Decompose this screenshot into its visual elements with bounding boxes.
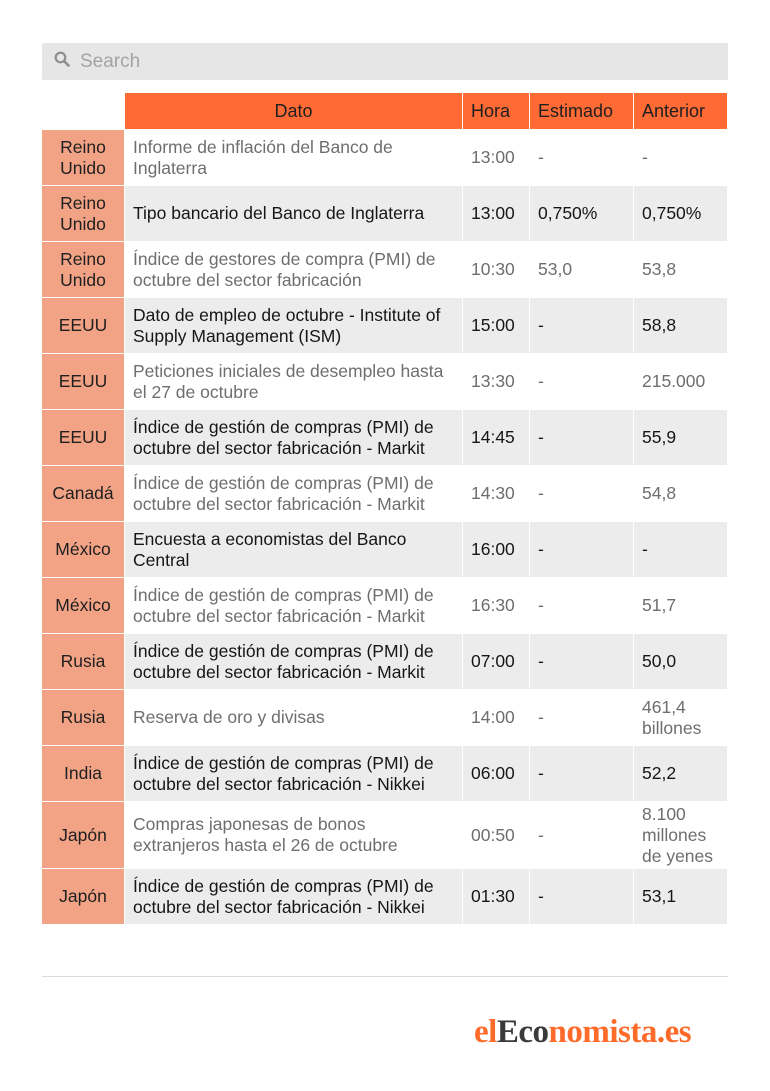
table-row bbox=[42, 633, 727, 689]
dato-cell: Encuesta a economistas del Banco Central bbox=[124, 521, 462, 577]
anterior-cell: 52,2 bbox=[633, 745, 727, 801]
dato-cell: Índice de gestión de compras (PMI) de octubre del sector fabricación - Markit bbox=[124, 633, 462, 689]
dato-cell: Tipo bancario del Banco de Inglaterra bbox=[124, 185, 462, 241]
estimado-cell: - bbox=[529, 521, 633, 577]
hora-cell: 14:45 bbox=[462, 409, 529, 465]
table-row bbox=[42, 745, 727, 801]
anterior-cell: - bbox=[633, 521, 727, 577]
search-input[interactable] bbox=[80, 51, 680, 73]
anterior-cell: 55,9 bbox=[633, 409, 727, 465]
estimado-cell: - bbox=[529, 465, 633, 521]
country-cell: Reino Unido bbox=[42, 129, 124, 185]
header-estimado: Estimado bbox=[529, 93, 633, 129]
table-row bbox=[42, 801, 727, 868]
country-cell: Japón bbox=[42, 801, 124, 868]
anterior-cell: 461,4 billones bbox=[633, 689, 727, 745]
country-cell: EEUU bbox=[42, 353, 124, 409]
country-cell: Rusia bbox=[42, 689, 124, 745]
search-icon bbox=[54, 51, 70, 72]
anterior-cell: 58,8 bbox=[633, 297, 727, 353]
country-cell: Reino Unido bbox=[42, 241, 124, 297]
anterior-cell: 54,8 bbox=[633, 465, 727, 521]
header-anterior: Anterior bbox=[633, 93, 727, 129]
country-cell: Canadá bbox=[42, 465, 124, 521]
table-row bbox=[42, 241, 727, 297]
hora-cell: 06:00 bbox=[462, 745, 529, 801]
anterior-cell: 215.000 bbox=[633, 353, 727, 409]
hora-cell: 00:50 bbox=[462, 801, 529, 868]
table-row bbox=[42, 409, 727, 465]
hora-cell: 10:30 bbox=[462, 241, 529, 297]
dato-cell: Índice de gestión de compras (PMI) de octubre del sector fabricación - Nikkei bbox=[124, 745, 462, 801]
table-row bbox=[42, 689, 727, 745]
country-cell: Rusia bbox=[42, 633, 124, 689]
table-row bbox=[42, 185, 727, 241]
country-cell: India bbox=[42, 745, 124, 801]
hora-cell: 13:00 bbox=[462, 185, 529, 241]
table-header-row bbox=[42, 93, 727, 129]
header-dato: Dato bbox=[124, 93, 462, 129]
dato-cell: Peticiones iniciales de desempleo hasta el 27 de octubre bbox=[124, 353, 462, 409]
table-row bbox=[42, 577, 727, 633]
hora-cell: 13:30 bbox=[462, 353, 529, 409]
anterior-cell: 53,8 bbox=[633, 241, 727, 297]
anterior-cell: 8.100 millones de yenes bbox=[633, 801, 727, 868]
hora-cell: 07:00 bbox=[462, 633, 529, 689]
estimado-cell: - bbox=[529, 129, 633, 185]
eleconomista-logo: elEconomista.es bbox=[474, 1014, 692, 1050]
dato-cell: Informe de inflación del Banco de Inglaterra bbox=[124, 129, 462, 185]
estimado-cell: - bbox=[529, 353, 633, 409]
hora-cell: 16:30 bbox=[462, 577, 529, 633]
table-body bbox=[42, 129, 727, 924]
country-cell: EEUU bbox=[42, 297, 124, 353]
table-row bbox=[42, 297, 727, 353]
hora-cell: 14:00 bbox=[462, 689, 529, 745]
estimado-cell: - bbox=[529, 633, 633, 689]
country-cell: EEUU bbox=[42, 409, 124, 465]
hora-cell: 16:00 bbox=[462, 521, 529, 577]
table-row bbox=[42, 868, 727, 924]
estimado-cell: 53,0 bbox=[529, 241, 633, 297]
hora-cell: 13:00 bbox=[462, 129, 529, 185]
table-row bbox=[42, 129, 727, 185]
estimado-cell: - bbox=[529, 745, 633, 801]
search-bar[interactable] bbox=[42, 43, 728, 80]
anterior-cell: 0,750% bbox=[633, 185, 727, 241]
dato-cell: Índice de gestión de compras (PMI) de octubre del sector fabricación - Markit bbox=[124, 409, 462, 465]
dato-cell: Índice de gestión de compras (PMI) de octubre del sector fabricación - Markit bbox=[124, 577, 462, 633]
dato-cell: Índice de gestores de compra (PMI) de octubre del sector fabricación bbox=[124, 241, 462, 297]
hora-cell: 14:30 bbox=[462, 465, 529, 521]
estimado-cell: - bbox=[529, 577, 633, 633]
dato-cell: Compras japonesas de bonos extranjeros hasta el 26 de octubre bbox=[124, 801, 462, 868]
country-cell: Reino Unido bbox=[42, 185, 124, 241]
dato-cell: Dato de empleo de octubre - Institute of Supply Management (ISM) bbox=[124, 297, 462, 353]
country-cell: México bbox=[42, 521, 124, 577]
estimado-cell: - bbox=[529, 297, 633, 353]
dato-cell: Reserva de oro y divisas bbox=[124, 689, 462, 745]
economic-calendar-table bbox=[42, 93, 727, 924]
anterior-cell: 53,1 bbox=[633, 868, 727, 924]
estimado-cell: 0,750% bbox=[529, 185, 633, 241]
table-row bbox=[42, 353, 727, 409]
header-hora: Hora bbox=[462, 93, 529, 129]
dato-cell: Índice de gestión de compras (PMI) de octubre del sector fabricación - Markit bbox=[124, 465, 462, 521]
table-row bbox=[42, 465, 727, 521]
country-cell: Japón bbox=[42, 868, 124, 924]
estimado-cell: - bbox=[529, 689, 633, 745]
estimado-cell: - bbox=[529, 801, 633, 868]
anterior-cell: 50,0 bbox=[633, 633, 727, 689]
header-country bbox=[42, 93, 124, 129]
estimado-cell: - bbox=[529, 409, 633, 465]
table-row bbox=[42, 521, 727, 577]
anterior-cell: 51,7 bbox=[633, 577, 727, 633]
estimado-cell: - bbox=[529, 868, 633, 924]
hora-cell: 01:30 bbox=[462, 868, 529, 924]
footer-divider bbox=[42, 976, 728, 977]
anterior-cell: - bbox=[633, 129, 727, 185]
dato-cell: Índice de gestión de compras (PMI) de octubre del sector fabricación - Nikkei bbox=[124, 868, 462, 924]
country-cell: México bbox=[42, 577, 124, 633]
hora-cell: 15:00 bbox=[462, 297, 529, 353]
